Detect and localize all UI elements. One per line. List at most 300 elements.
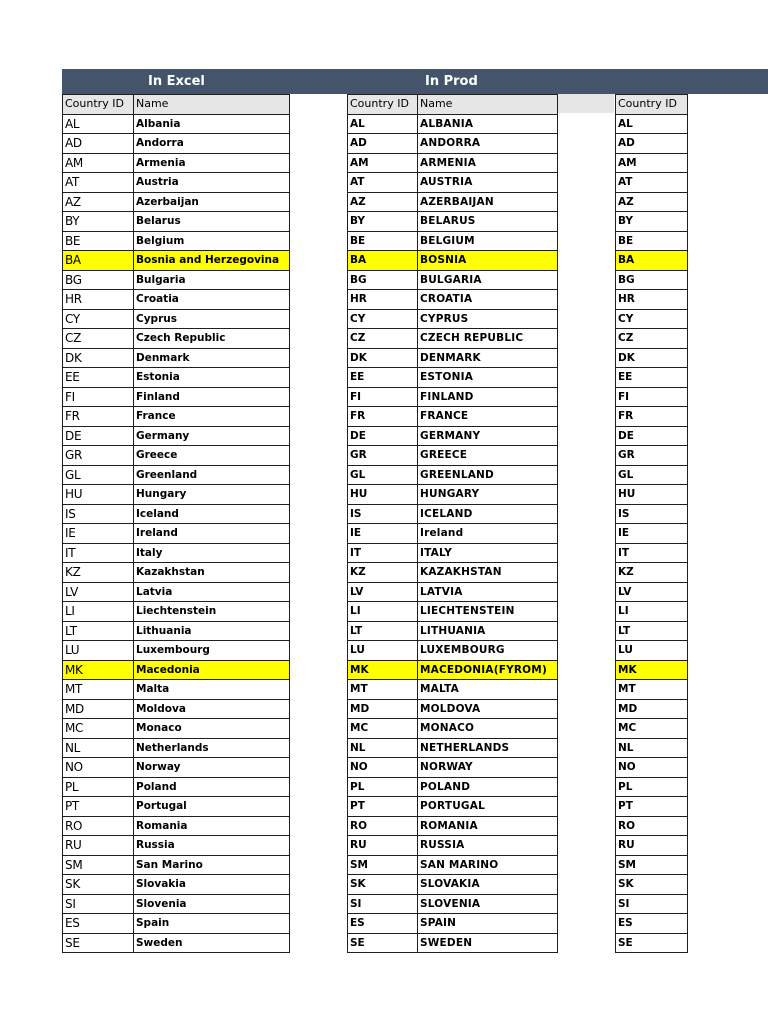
- country-id-cell: RO: [63, 816, 134, 836]
- country-id-cell: LI: [348, 602, 418, 622]
- country-id-cell: AT: [348, 173, 418, 193]
- country-id-cell: SK: [63, 875, 134, 895]
- header-row: [616, 95, 688, 115]
- country-id-cell: LV: [63, 582, 134, 602]
- country-name-cell: Netherlands: [134, 738, 290, 758]
- table-row: [616, 641, 688, 661]
- table-row: [63, 368, 290, 388]
- table-row: [348, 270, 558, 290]
- country-name-cell: Czech Republic: [134, 329, 290, 349]
- country-id-cell: MD: [616, 699, 688, 719]
- table-row: [616, 173, 688, 193]
- table-row: [616, 933, 688, 953]
- country-id-cell: SE: [348, 933, 418, 953]
- table-row: [63, 212, 290, 232]
- table-row: [348, 173, 558, 193]
- table-row: [63, 797, 290, 817]
- country-id-cell: SI: [63, 894, 134, 914]
- table-row: [63, 894, 290, 914]
- table-row: [63, 777, 290, 797]
- table-row: [616, 719, 688, 739]
- table-row: [616, 426, 688, 446]
- country-id-cell: IE: [348, 524, 418, 544]
- country-id-cell: RU: [616, 836, 688, 856]
- table-row: [616, 192, 688, 212]
- country-id-cell: DE: [348, 426, 418, 446]
- table-row: [616, 290, 688, 310]
- country-name-cell: FINLAND: [418, 387, 558, 407]
- table-row: [348, 894, 558, 914]
- table-row: [63, 192, 290, 212]
- table-row: [616, 114, 688, 134]
- table-row: [616, 543, 688, 563]
- table-row: [348, 465, 558, 485]
- table-row: [348, 602, 558, 622]
- country-id-cell: AT: [63, 173, 134, 193]
- country-id-cell: RO: [616, 816, 688, 836]
- table-row: [63, 290, 290, 310]
- table-row: [348, 329, 558, 349]
- country-id-cell: LI: [616, 602, 688, 622]
- country-name-cell: POLAND: [418, 777, 558, 797]
- country-id-cell: SK: [616, 875, 688, 895]
- name-header: Name: [134, 95, 290, 115]
- table-row: [348, 231, 558, 251]
- country-id-cell: SI: [348, 894, 418, 914]
- table-row: [348, 875, 558, 895]
- country-id-cell: FR: [616, 407, 688, 427]
- table-row: [63, 114, 290, 134]
- country-id-cell: AM: [616, 153, 688, 173]
- country-id-cell: HR: [63, 290, 134, 310]
- table-row: [348, 212, 558, 232]
- country-name-cell: Monaco: [134, 719, 290, 739]
- table-row: [348, 485, 558, 505]
- country-id-cell: CY: [63, 309, 134, 329]
- country-id-cell: GR: [348, 446, 418, 466]
- table-row: [616, 231, 688, 251]
- country-name-cell: MOLDOVA: [418, 699, 558, 719]
- in-excel-title: In Excel: [148, 74, 205, 89]
- table-row: [348, 777, 558, 797]
- prod-table: [347, 94, 558, 953]
- country-id-cell: ES: [616, 914, 688, 934]
- country-id-cell: NO: [348, 758, 418, 778]
- country-name-cell: ICELAND: [418, 504, 558, 524]
- country-name-cell: Azerbaijan: [134, 192, 290, 212]
- table-row: [616, 602, 688, 622]
- table-row: [616, 875, 688, 895]
- country-name-cell: Armenia: [134, 153, 290, 173]
- table-row: [616, 407, 688, 427]
- country-id-cell: AZ: [616, 192, 688, 212]
- country-id-cell: CZ: [63, 329, 134, 349]
- country-name-cell: ARMENIA: [418, 153, 558, 173]
- table-row: [63, 504, 290, 524]
- table-row: [63, 426, 290, 446]
- country-id-cell: BY: [348, 212, 418, 232]
- table-row: [616, 329, 688, 349]
- country-name-cell: KAZAKHSTAN: [418, 563, 558, 583]
- table-row: [63, 875, 290, 895]
- country-id-cell: IS: [348, 504, 418, 524]
- table-row: [63, 933, 290, 953]
- table-row: [63, 407, 290, 427]
- country-name-cell: Cyprus: [134, 309, 290, 329]
- country-id-cell: MK: [63, 660, 134, 680]
- country-id-cell: IE: [616, 524, 688, 544]
- table-row: [616, 894, 688, 914]
- table-row: [63, 173, 290, 193]
- table-row: [348, 582, 558, 602]
- table-row: [63, 231, 290, 251]
- table-row: [63, 758, 290, 778]
- table-row: [348, 543, 558, 563]
- country-id-cell: MC: [63, 719, 134, 739]
- country-id-cell: FI: [63, 387, 134, 407]
- country-name-cell: DENMARK: [418, 348, 558, 368]
- country-name-cell: Austria: [134, 173, 290, 193]
- table-row: [348, 251, 558, 271]
- country-name-cell: Bulgaria: [134, 270, 290, 290]
- country-name-cell: Iceland: [134, 504, 290, 524]
- table-row: [616, 485, 688, 505]
- country-name-cell: Slovakia: [134, 875, 290, 895]
- country-id-cell: MD: [348, 699, 418, 719]
- country-name-cell: AUSTRIA: [418, 173, 558, 193]
- country-name-cell: Sweden: [134, 933, 290, 953]
- table-row: [348, 641, 558, 661]
- country-name-cell: Romania: [134, 816, 290, 836]
- country-id-cell: AZ: [63, 192, 134, 212]
- country-id-header: Country ID: [63, 95, 134, 115]
- table-row: [616, 660, 688, 680]
- country-id-cell: RU: [63, 836, 134, 856]
- country-id-cell: SI: [616, 894, 688, 914]
- table-row: [348, 368, 558, 388]
- country-id-cell: SE: [63, 933, 134, 953]
- country-name-cell: FRANCE: [418, 407, 558, 427]
- table-row: [348, 309, 558, 329]
- table-row: [348, 446, 558, 466]
- country-id-cell: CZ: [616, 329, 688, 349]
- third-id-table: [615, 94, 688, 953]
- country-id-header: Country ID: [616, 95, 688, 115]
- country-name-cell: Germany: [134, 426, 290, 446]
- country-id-cell: GL: [348, 465, 418, 485]
- table-row: [616, 758, 688, 778]
- table-row: [348, 933, 558, 953]
- country-id-cell: NL: [616, 738, 688, 758]
- country-name-cell: Spain: [134, 914, 290, 934]
- table-row: [616, 270, 688, 290]
- country-id-cell: CY: [616, 309, 688, 329]
- country-id-cell: BA: [63, 251, 134, 271]
- country-id-cell: BE: [348, 231, 418, 251]
- country-id-cell: AD: [63, 134, 134, 154]
- country-name-cell: Greenland: [134, 465, 290, 485]
- country-id-cell: DK: [616, 348, 688, 368]
- country-id-cell: NO: [616, 758, 688, 778]
- country-id-cell: SM: [63, 855, 134, 875]
- table-row: [616, 621, 688, 641]
- country-name-cell: PORTUGAL: [418, 797, 558, 817]
- country-name-cell: LIECHTENSTEIN: [418, 602, 558, 622]
- country-id-cell: MD: [63, 699, 134, 719]
- country-name-cell: Russia: [134, 836, 290, 856]
- country-name-cell: NORWAY: [418, 758, 558, 778]
- table-row: [348, 407, 558, 427]
- country-id-cell: HR: [616, 290, 688, 310]
- table-row: [348, 114, 558, 134]
- country-id-cell: MT: [616, 680, 688, 700]
- country-id-cell: RO: [348, 816, 418, 836]
- table-row: [348, 192, 558, 212]
- country-id-cell: AZ: [348, 192, 418, 212]
- country-name-cell: Ireland: [134, 524, 290, 544]
- country-name-cell: Malta: [134, 680, 290, 700]
- country-name-cell: Moldova: [134, 699, 290, 719]
- header-gap-cell: [557, 94, 614, 113]
- country-name-cell: BELARUS: [418, 212, 558, 232]
- table-row: [348, 387, 558, 407]
- country-name-cell: Estonia: [134, 368, 290, 388]
- country-id-cell: PT: [63, 797, 134, 817]
- table-row: [63, 582, 290, 602]
- table-row: [616, 563, 688, 583]
- table-row: [348, 563, 558, 583]
- table-row: [616, 836, 688, 856]
- table-row: [63, 543, 290, 563]
- in-prod-title: In Prod: [425, 74, 478, 89]
- country-id-cell: SE: [616, 933, 688, 953]
- country-id-cell: HU: [348, 485, 418, 505]
- country-id-cell: PT: [616, 797, 688, 817]
- country-id-cell: SM: [348, 855, 418, 875]
- table-row: [63, 660, 290, 680]
- country-id-cell: GR: [616, 446, 688, 466]
- table-row: [616, 797, 688, 817]
- country-name-cell: SPAIN: [418, 914, 558, 934]
- country-id-cell: CY: [348, 309, 418, 329]
- country-id-cell: GL: [63, 465, 134, 485]
- country-name-cell: Finland: [134, 387, 290, 407]
- table-row: [63, 699, 290, 719]
- country-id-cell: LI: [63, 602, 134, 622]
- country-name-cell: MONACO: [418, 719, 558, 739]
- country-id-cell: GL: [616, 465, 688, 485]
- country-name-cell: NETHERLANDS: [418, 738, 558, 758]
- country-name-cell: Kazakhstan: [134, 563, 290, 583]
- country-name-cell: MALTA: [418, 680, 558, 700]
- country-id-cell: BG: [348, 270, 418, 290]
- table-row: [63, 465, 290, 485]
- country-id-cell: EE: [616, 368, 688, 388]
- country-id-cell: FI: [616, 387, 688, 407]
- table-row: [348, 758, 558, 778]
- country-id-cell: MT: [63, 680, 134, 700]
- country-id-cell: IT: [616, 543, 688, 563]
- country-id-cell: PL: [348, 777, 418, 797]
- table-banner: [62, 69, 768, 94]
- country-id-cell: MC: [616, 719, 688, 739]
- table-row: [616, 465, 688, 485]
- name-header: Name: [418, 95, 558, 115]
- country-id-cell: BG: [63, 270, 134, 290]
- table-row: [348, 797, 558, 817]
- table-row: [63, 524, 290, 544]
- table-row: [348, 680, 558, 700]
- country-name-cell: San Marino: [134, 855, 290, 875]
- country-id-cell: ES: [63, 914, 134, 934]
- table-row: [348, 816, 558, 836]
- country-name-cell: SAN MARINO: [418, 855, 558, 875]
- country-id-cell: FR: [348, 407, 418, 427]
- table-row: [63, 680, 290, 700]
- country-id-cell: AL: [616, 114, 688, 134]
- country-id-cell: SK: [348, 875, 418, 895]
- table-row: [348, 290, 558, 310]
- table-row: [348, 153, 558, 173]
- country-name-cell: HUNGARY: [418, 485, 558, 505]
- country-name-cell: CROATIA: [418, 290, 558, 310]
- country-id-cell: DE: [616, 426, 688, 446]
- table-row: [348, 426, 558, 446]
- table-row: [63, 563, 290, 583]
- table-row: [348, 348, 558, 368]
- country-id-cell: ES: [348, 914, 418, 934]
- country-name-cell: Norway: [134, 758, 290, 778]
- country-name-cell: SLOVAKIA: [418, 875, 558, 895]
- country-id-cell: DE: [63, 426, 134, 446]
- table-row: [63, 602, 290, 622]
- table-row: [616, 524, 688, 544]
- country-id-cell: BA: [616, 251, 688, 271]
- country-name-cell: GERMANY: [418, 426, 558, 446]
- country-id-cell: GR: [63, 446, 134, 466]
- table-row: [348, 836, 558, 856]
- country-name-cell: GREENLAND: [418, 465, 558, 485]
- country-name-cell: Italy: [134, 543, 290, 563]
- table-row: [616, 699, 688, 719]
- table-row: [616, 387, 688, 407]
- table-row: [616, 251, 688, 271]
- country-id-cell: KZ: [348, 563, 418, 583]
- table-row: [63, 816, 290, 836]
- country-id-cell: EE: [348, 368, 418, 388]
- country-name-cell: CZECH REPUBLIC: [418, 329, 558, 349]
- country-name-cell: Liechtenstein: [134, 602, 290, 622]
- country-id-cell: BE: [63, 231, 134, 251]
- table-row: [616, 368, 688, 388]
- table-row: [616, 134, 688, 154]
- country-id-cell: BY: [616, 212, 688, 232]
- table-row: [616, 504, 688, 524]
- country-name-cell: GREECE: [418, 446, 558, 466]
- country-name-cell: Denmark: [134, 348, 290, 368]
- country-name-cell: Greece: [134, 446, 290, 466]
- country-id-cell: AD: [616, 134, 688, 154]
- country-id-cell: IT: [63, 543, 134, 563]
- country-name-cell: Hungary: [134, 485, 290, 505]
- country-name-cell: Andorra: [134, 134, 290, 154]
- country-id-cell: BG: [616, 270, 688, 290]
- country-id-cell: EE: [63, 368, 134, 388]
- table-row: [63, 329, 290, 349]
- table-row: [616, 582, 688, 602]
- table-row: [616, 309, 688, 329]
- country-name-cell: SLOVENIA: [418, 894, 558, 914]
- table-row: [616, 153, 688, 173]
- table-row: [616, 816, 688, 836]
- country-id-cell: BY: [63, 212, 134, 232]
- country-id-cell: IT: [348, 543, 418, 563]
- table-row: [348, 134, 558, 154]
- country-id-cell: NL: [348, 738, 418, 758]
- country-id-cell: AM: [63, 153, 134, 173]
- country-id-cell: CZ: [348, 329, 418, 349]
- country-name-cell: BULGARIA: [418, 270, 558, 290]
- table-row: [63, 134, 290, 154]
- table-row: [63, 836, 290, 856]
- country-id-cell: KZ: [63, 563, 134, 583]
- country-id-cell: LT: [616, 621, 688, 641]
- country-id-cell: PL: [63, 777, 134, 797]
- country-id-cell: NO: [63, 758, 134, 778]
- country-name-cell: France: [134, 407, 290, 427]
- country-id-cell: FI: [348, 387, 418, 407]
- country-name-cell: RUSSIA: [418, 836, 558, 856]
- country-name-cell: Belgium: [134, 231, 290, 251]
- country-name-cell: Latvia: [134, 582, 290, 602]
- country-id-cell: RU: [348, 836, 418, 856]
- table-row: [616, 777, 688, 797]
- country-name-cell: Belarus: [134, 212, 290, 232]
- country-name-cell: AZERBAIJAN: [418, 192, 558, 212]
- table-row: [616, 212, 688, 232]
- table-row: [63, 914, 290, 934]
- table-row: [63, 855, 290, 875]
- country-name-cell: BELGIUM: [418, 231, 558, 251]
- country-id-cell: BA: [348, 251, 418, 271]
- table-row: [348, 699, 558, 719]
- table-row: [348, 524, 558, 544]
- table-row: [616, 680, 688, 700]
- country-id-cell: MK: [616, 660, 688, 680]
- country-name-cell: Croatia: [134, 290, 290, 310]
- country-id-cell: IS: [616, 504, 688, 524]
- country-name-cell: Luxembourg: [134, 641, 290, 661]
- table-row: [63, 387, 290, 407]
- country-id-cell: LU: [348, 641, 418, 661]
- country-name-cell: LUXEMBOURG: [418, 641, 558, 661]
- country-id-cell: LU: [616, 641, 688, 661]
- excel-table: [62, 94, 290, 953]
- table-row: [348, 738, 558, 758]
- table-row: [63, 309, 290, 329]
- country-id-cell: SM: [616, 855, 688, 875]
- table-row: [616, 348, 688, 368]
- country-id-cell: PL: [616, 777, 688, 797]
- table-row: [616, 914, 688, 934]
- country-name-cell: SWEDEN: [418, 933, 558, 953]
- country-name-cell: CYPRUS: [418, 309, 558, 329]
- table-row: [63, 621, 290, 641]
- table-row: [63, 738, 290, 758]
- country-id-cell: MC: [348, 719, 418, 739]
- table-row: [348, 855, 558, 875]
- table-row: [63, 153, 290, 173]
